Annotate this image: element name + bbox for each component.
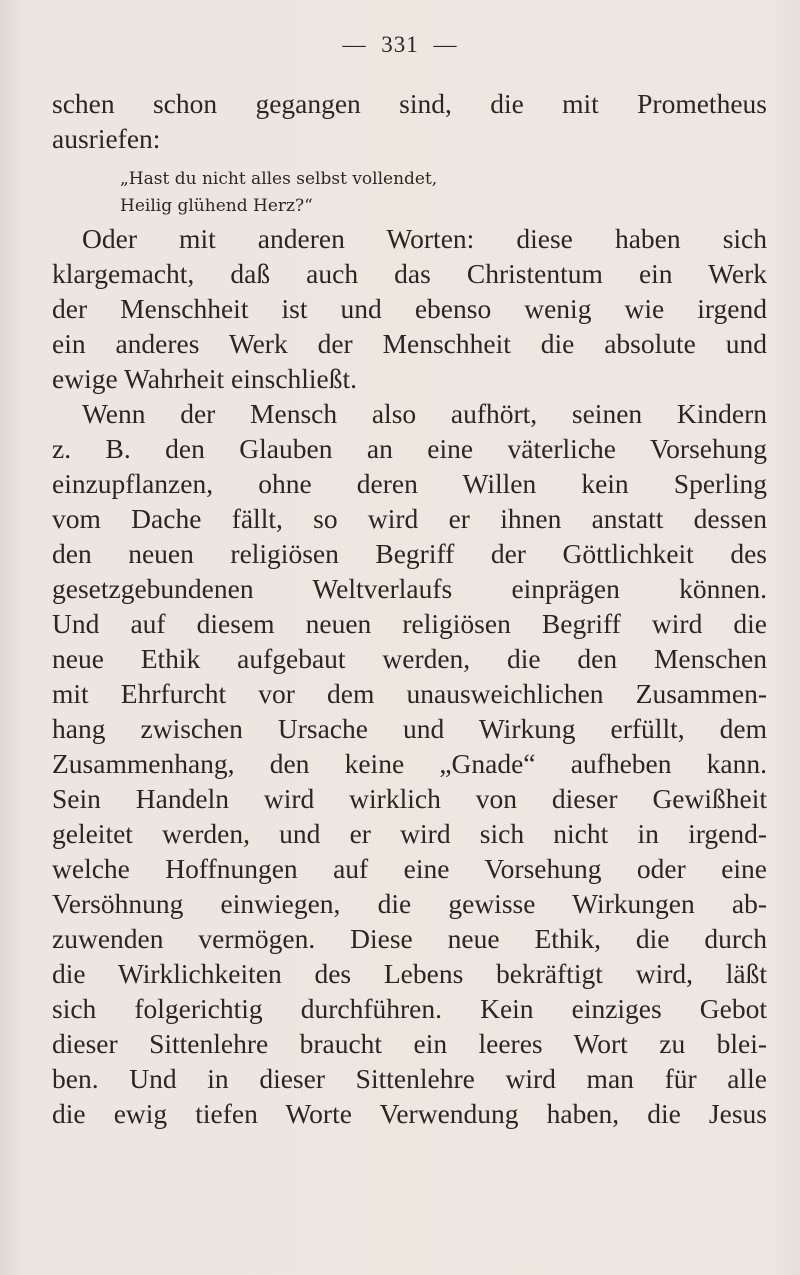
intro-paragraph	[52, 86, 767, 156]
text-line: ben. Und in dieser Sittenlehre wird man für alle	[52, 1063, 767, 1094]
text-line: Sein Handeln wird wirklich von dieser Gewißheit	[52, 783, 767, 814]
verse-line: „Hast du nicht alles selbst vollendet,	[120, 169, 438, 189]
header-dash-right: —	[433, 32, 458, 57]
verse-line: Heilig glühend Herz?“	[120, 196, 313, 216]
text-line: z. B. den Glauben an eine väterliche Vorsehung	[52, 433, 767, 464]
text-line: Und auf diesem neuen religiösen Begriff wird die	[52, 608, 767, 639]
text-line: Zusammenhang, den keine „Gnade“ aufheben kann.	[52, 748, 767, 779]
text-line: mit Ehrfurcht vor dem unausweichlichen Zusammen-	[52, 678, 767, 709]
text-line: dieser Sittenlehre braucht ein leeres Wort zu blei-	[52, 1028, 767, 1059]
text-line: Versöhnung einwiegen, die gewisse Wirkungen ab-	[52, 888, 767, 919]
header-dash-left: —	[342, 32, 367, 57]
page-number: 331	[381, 32, 419, 57]
text-line: schen schon gegangen sind, die mit Prometheus	[52, 88, 767, 119]
text-line: die ewig tiefen Worte Verwendung haben, die Jesus	[52, 1098, 767, 1129]
text-line: geleitet werden, und er wird sich nicht in irgend-	[52, 818, 767, 849]
text-line: vom Dache fällt, so wird er ihnen anstatt dessen	[52, 503, 767, 534]
text-line: ein anderes Werk der Menschheit die absolute und	[52, 328, 767, 359]
text-line: klargemacht, daß auch das Christentum ein Werk	[52, 258, 767, 289]
text-line: neue Ethik aufgebaut werden, die den Menschen	[52, 643, 767, 674]
text-line: einzupflanzen, ohne deren Willen kein Sperling	[52, 468, 767, 499]
text-line: hang zwischen Ursache und Wirkung erfüllt, dem	[52, 713, 767, 744]
body-text	[52, 221, 767, 1131]
text-line: ausriefen:	[52, 123, 161, 154]
text-line: Oder mit anderen Worten: diese haben sich	[82, 223, 767, 254]
text-line: zuwenden vermögen. Diese neue Ethik, die durch	[52, 923, 767, 954]
text-line: die Wirklichkeiten des Lebens bekräftigt wird, läßt	[52, 958, 767, 989]
text-line: den neuen religiösen Begriff der Göttlichkeit des	[52, 538, 767, 569]
text-line: der Menschheit ist und ebenso wenig wie irgend	[52, 293, 767, 324]
text-line: gesetzgebundenen Weltverlaufs einprägen können.	[52, 573, 767, 604]
text-line: Wenn der Mensch also aufhört, seinen Kindern	[82, 398, 767, 429]
verse-quote	[120, 166, 680, 220]
text-line: ewige Wahrheit einschließt.	[52, 363, 358, 394]
text-line: welche Hoffnungen auf eine Vorsehung oder eine	[52, 853, 767, 884]
page-header	[0, 32, 800, 58]
text-line: sich folgerichtig durchführen. Kein einziges Gebot	[52, 993, 767, 1024]
